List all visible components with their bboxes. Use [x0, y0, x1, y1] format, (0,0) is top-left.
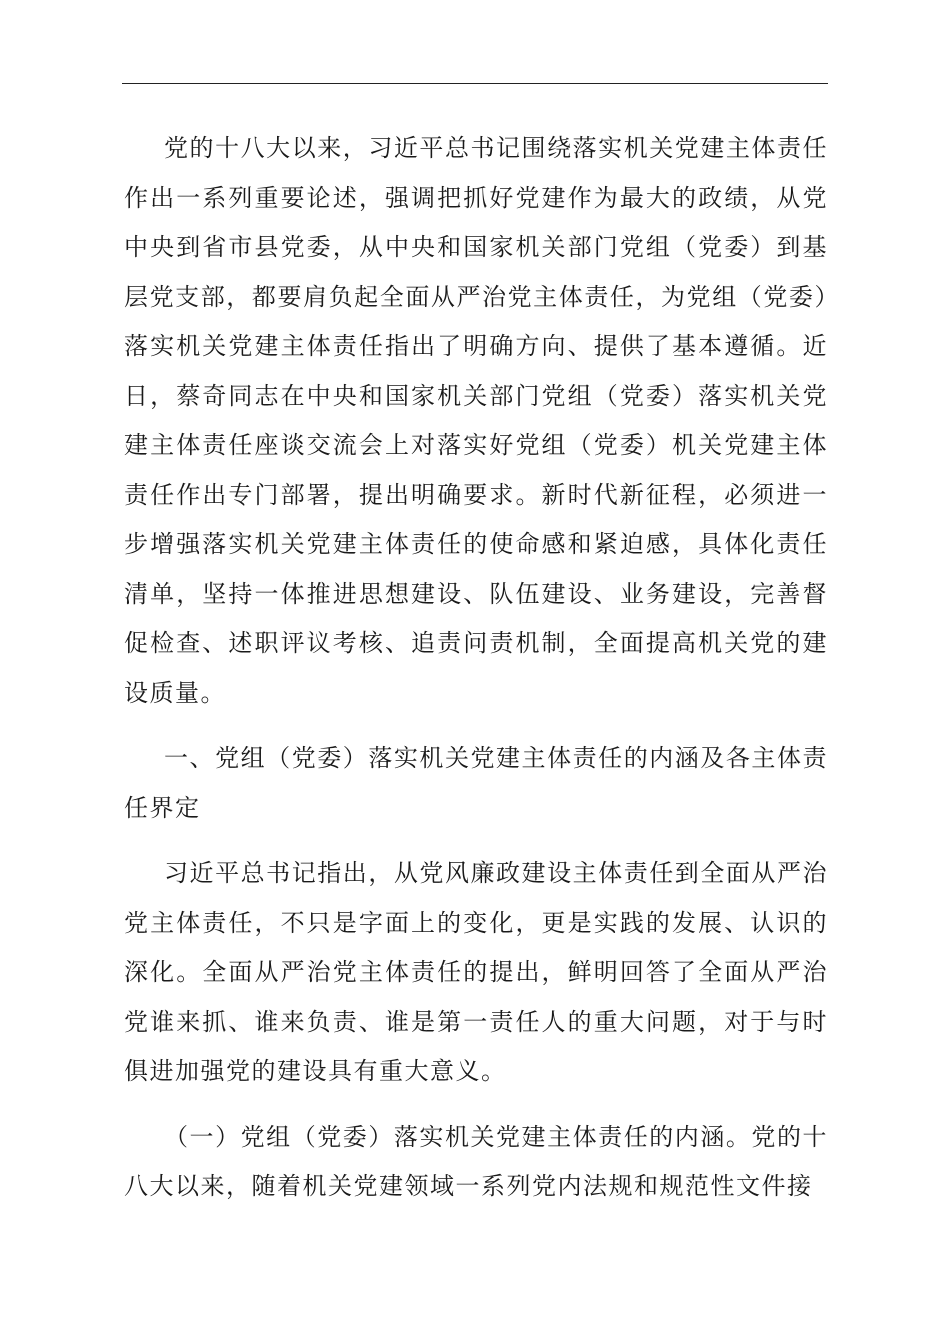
paragraph-intro: 党的十八大以来，习近平总书记围绕落实机关党建主体责任作出一系列重要论述，强调把抓好党建作为最大的政绩，从党中央到省市县党委，从中央和国家机关部门党组（党委）到基层党支部，都要肩负起全面从严治党主体责任，为党组（党委）落实机关党建主体责任指出了明确方向、提供了基本遵循。近日，蔡奇同志在中央和国家机关部门党组（党委）落实机关党建主体责任座谈交流会上对落实好党组（党委）机关党建主体责任作出专门部署，提出明确要求。新时代新征程，必须进一步增强落实机关党建主体责任的使命感和紧迫感，具体化责任清单，坚持一体推进思想建设、队伍建设、业务建设，完善督促检查、述职评议考核、追责问责机制，全面提高机关党的建设质量。	[124, 134, 828, 707]
paragraph-3: （一）党组（党委）落实机关党建主体责任的内涵。党的十八大以来，随着机关党建领域一系列党内法规和规范性文件接	[124, 1122, 828, 1200]
paragraph-2: 习近平总书记指出，从党风廉政建设主体责任到全面从严治党主体责任，不只是字面上的变化，更是实践的发展、认识的深化。全面从严治党主体责任的提出，鲜明回答了全面从严治党谁来抓、谁来负责、谁是第一责任人的重大问题，对于与时俱进加强党的建设具有重大意义。	[124, 859, 828, 1085]
document-body	[124, 124, 828, 1228]
header-rule	[122, 83, 828, 84]
section-heading-1: 一、党组（党委）落实机关党建主体责任的内涵及各主体责任界定	[124, 744, 828, 822]
